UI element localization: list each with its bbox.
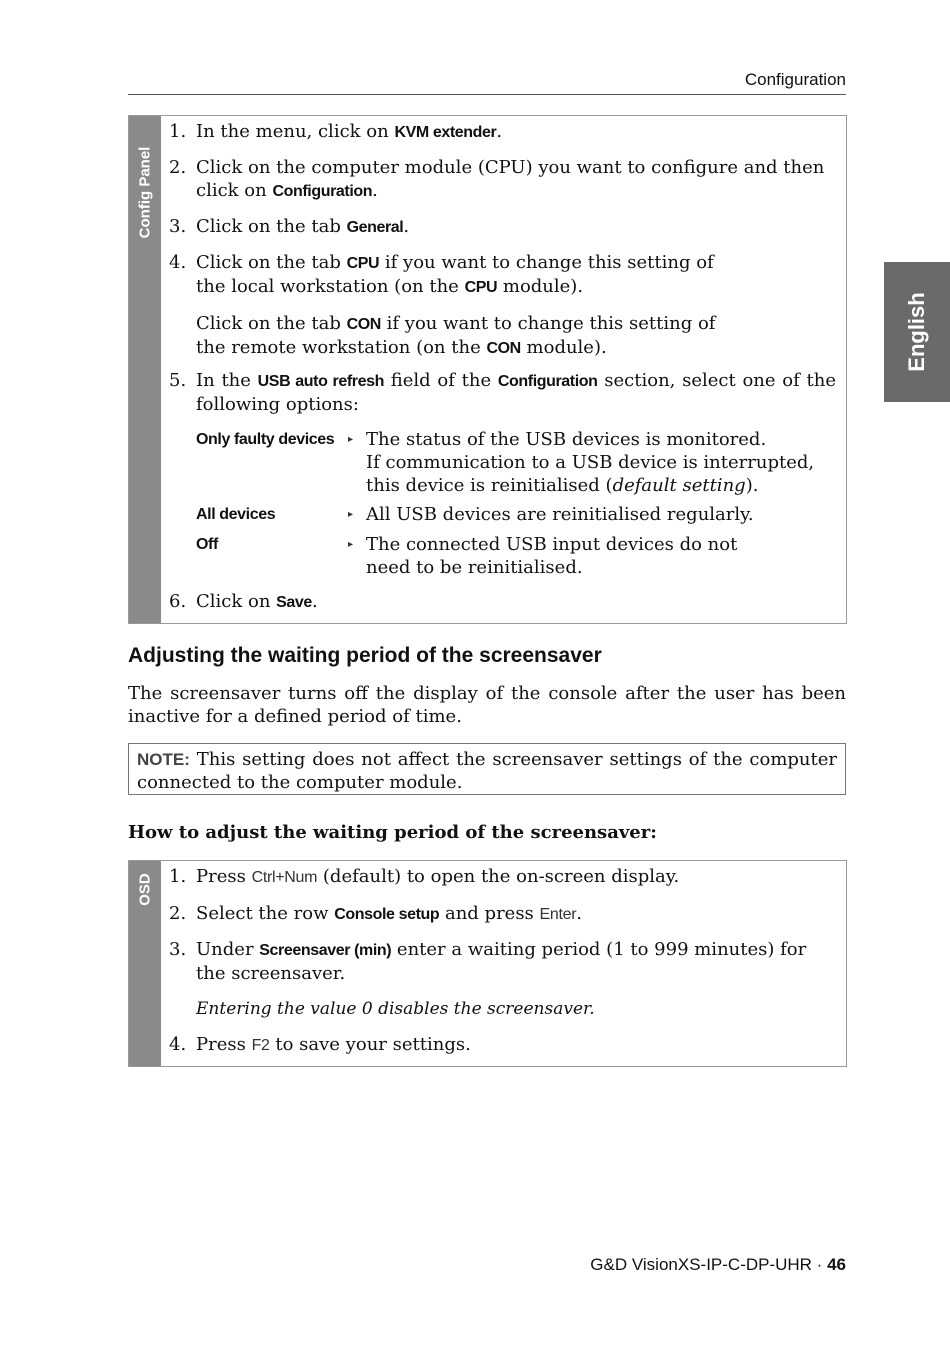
bullet-arrow-icon: ▸ xyxy=(348,509,354,520)
note-box xyxy=(128,743,846,795)
option-only-faulty-devices: Only faulty devices ▸ The status of the USB devices is monitored. If communication to a USB device is interrupted, this device is reinitialised (default setting). xyxy=(196,429,815,496)
osd-panel-bar xyxy=(129,861,161,1066)
section-heading: Adjusting the waiting period of the screensaver xyxy=(128,644,602,667)
config-panel-box xyxy=(128,115,847,624)
config-panel-bar xyxy=(129,116,161,623)
howto-heading: How to adjust the waiting period of the screensaver: xyxy=(128,822,657,843)
config-step-1: 1. In the menu, click on KVM extender. xyxy=(169,121,503,142)
language-tab xyxy=(884,262,950,402)
osd-step-4: 4. Press F2 to save your settings. xyxy=(169,1034,471,1055)
bullet-arrow-icon: ▸ xyxy=(348,434,354,445)
page-footer xyxy=(128,1255,846,1275)
config-step-3: 3. Click on the tab General. xyxy=(169,216,410,237)
config-step-4-note: Click on the tab CON if you want to change this setting of the remote workstation (on the CON module). xyxy=(196,313,716,358)
note-label: NOTE: xyxy=(137,750,190,769)
usb-refresh-options xyxy=(196,428,836,579)
osd-panel-box xyxy=(128,860,847,1067)
osd-panel-bar-label: OSD xyxy=(136,873,154,906)
config-step-5: 5. In the USB auto refresh field of the Configuration section, select one of the following options: xyxy=(169,370,836,415)
osd-step-3-hint: Entering the value 0 disables the screensaver. xyxy=(196,999,595,1019)
option-off: Off ▸ The connected USB input devices do not need to be reinitialised. xyxy=(196,534,738,578)
config-step-4: 4. Click on the tab CPU if you want to change this setting of the local workstation (on the CPU module). Click on the tab CON if you want to change this setting of the remote workstation (on the CON module). xyxy=(169,251,726,360)
config-step-6: 6. Click on Save. xyxy=(169,591,318,612)
footer-product: G&D VisionXS-IP-C-DP-UHR · xyxy=(590,1255,828,1274)
config-panel-bar-label: Config Panel xyxy=(136,146,154,239)
osd-step-3: 3. Under Screensaver (min) enter a waiting period (1 to 999 minutes) for the screensaver. Entering the value 0 disables the screensaver. xyxy=(169,938,836,1021)
running-header: Configuration xyxy=(744,70,846,89)
header-rule xyxy=(128,94,846,95)
osd-step-1: 1. Press Ctrl+Num (default) to open the on-screen display. xyxy=(169,866,680,887)
bullet-arrow-icon: ▸ xyxy=(348,539,354,550)
config-step-2: 2. Click on the computer module (CPU) you want to configure and then click on Configuration. xyxy=(169,157,825,201)
note-text: This setting does not affect the screensaver settings of the computer connected to the computer module. xyxy=(137,749,837,793)
option-all-devices: All devices ▸ All USB devices are reinitialised regularly. xyxy=(196,504,754,525)
page-number: 46 xyxy=(827,1255,846,1274)
section-intro: The screensaver turns off the display of the console after the user has been inactive for a defined period of time. xyxy=(128,683,846,727)
osd-step-2: 2. Select the row Console setup and press Enter. xyxy=(169,903,582,924)
language-tab-label: English xyxy=(904,292,929,372)
